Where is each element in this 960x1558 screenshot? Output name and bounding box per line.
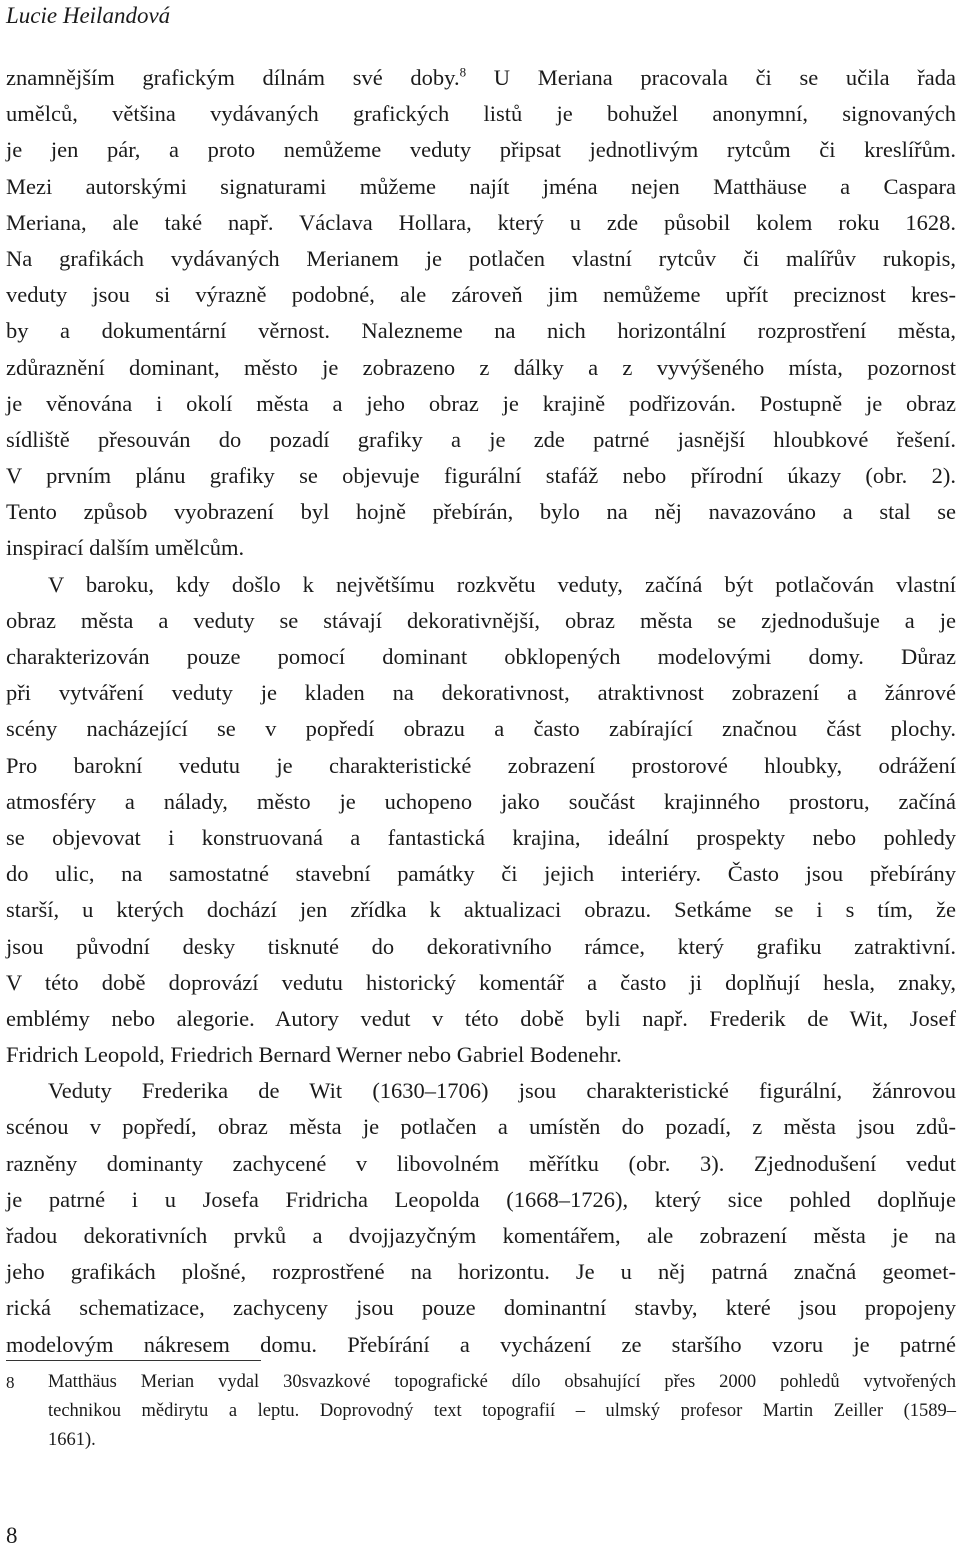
footnote-line: technikou mědirytu a leptu. Doprovodný text topografií – ulmský profesor Martin Zeiller (1589– <box>48 1401 956 1421</box>
body-line: sídliště přesouván do pozadí grafiky a je zde patrné jasnější hloubkové řešení. <box>6 426 956 452</box>
body-line: umělců, většina vydávaných grafických listů je bohužel anonymní, signovaných <box>6 101 956 127</box>
body-line-text: znamnějším grafickým dílnám své doby. <box>6 65 460 90</box>
body-line: scény nacházející se v popředí obrazu a často zabírající značnou část plochy. <box>6 716 956 742</box>
body-line: zdůraznění dominant, město je zobrazeno z dálky a z vyvýšeného místa, pozornost <box>6 354 956 380</box>
footnote-line: Matthäus Merian vydal 30svazkové topografické dílo obsahující přes 2000 pohledů vytvořených <box>48 1372 956 1392</box>
body-line <box>6 60 956 96</box>
body-line: řadou dekorativních prvků a dvojjazyčným komentářem, ale zobrazení města je na <box>6 1223 956 1248</box>
body-line: Tento způsob vyobrazení byl hojně přebírán, bylo na něj navazováno a stal se <box>6 499 956 525</box>
body-line: Meriana, ale také např. Václava Hollara, který u zde působil kolem roku 1628. <box>6 209 956 235</box>
body-text <box>6 60 956 1363</box>
body-line: veduty jsou si výrazně podobné, ale zároveň jim nemůžeme upřít preciznost kres- <box>6 282 956 308</box>
body-line-last: inspirací dalším umělcům. <box>6 535 245 561</box>
body-line: je patrné i u Josefa Fridricha Leopolda (1668–1726), který sice pohled doplňuje <box>6 1186 956 1212</box>
body-line: starší, u kterých dochází jen zřídka k aktualizaci obrazu. Setkáme se i s tím, že <box>6 897 956 923</box>
body-line: při vytváření veduty je kladen na dekorativnost, atraktivnost zobrazení a žánrové <box>6 680 956 706</box>
body-line: obraz města a veduty se stávají dekorativnější, obraz města se zjednodušuje a je <box>6 607 956 633</box>
body-line: do ulic, na samostatné stavební památky či jejich interiéry. Často jsou přebírány <box>6 861 956 887</box>
body-line: jeho grafikách plošné, rozprostřené na horizontu. Je u něj patrná značná geomet- <box>6 1259 956 1285</box>
body-line: scénou v popředí, obraz města je potlačen a umístěn do pozadí, z města jsou zdů- <box>6 1114 956 1140</box>
body-line: jsou původní desky tisknuté do dekorativního rámce, který grafiku zatraktivní. <box>6 933 956 959</box>
page-number: 8 <box>6 1523 18 1548</box>
body-line: by a dokumentární věrnost. Nalezneme na nich horizontální rozprostření města, <box>6 318 956 344</box>
body-line-text: U Meriana pracovala či se učila řada <box>493 65 957 90</box>
running-header-author: Lucie Heilandová <box>6 3 171 28</box>
body-line: modelovým nákresem domu. Přebírání a vycházení ze staršího vzoru je patrné <box>6 1331 956 1357</box>
body-line: razněny dominanty zachycené v libovolném měřítku (obr. 3). Zjednodušení vedut <box>6 1150 956 1176</box>
body-line: charakterizován pouze pomocí dominant obklopených modelovými domy. Důraz <box>6 644 956 669</box>
paragraph-start: Veduty Frederika de Wit (1630–1706) jsou charakteristické figurální, žánrovou <box>48 1078 956 1104</box>
body-line: je věnována i okolí města a jeho obraz je krajině podřizován. Postupně je obraz <box>6 390 956 416</box>
body-line: se objevovat i konstruovaná a fantastická krajina, ideální prospekty nebo pohledy <box>6 824 956 850</box>
body-line: Mezi autorskými signaturami můžeme najít jména nejen Matthäuse a Caspara <box>6 173 956 199</box>
body-line: V této době doprovází vedutu historický komentář a často ji doplňují hesla, znaky, <box>6 969 956 995</box>
paragraph-start: V baroku, kdy došlo k největšímu rozkvětu veduty, začíná být potlačován vlastní <box>48 571 956 597</box>
body-line: je jen pár, a proto nemůžeme veduty připsat jednotlivým rytcům či kreslířům. <box>6 137 956 163</box>
body-line: emblémy nebo alegorie. Autory vedut v této době byli např. Frederik de Wit, Josef <box>6 1005 956 1031</box>
body-line-last: Fridrich Leopold, Friedrich Bernard Werner nebo Gabriel Bodenehr. <box>6 1042 622 1068</box>
footnote-reference: 8 <box>459 64 467 80</box>
body-line: Pro barokní vedutu je charakteristické zobrazení prostorové hloubky, odrážení <box>6 752 956 778</box>
footnote-text <box>48 1368 956 1455</box>
footnote <box>6 1368 956 1455</box>
body-line: Na grafikách vydávaných Merianem je potlačen vlastní rytcův či malířův rukopis, <box>6 245 956 271</box>
footnote-number: 8 <box>6 1373 15 1392</box>
footnote-separator <box>6 1360 261 1361</box>
body-line: atmosféry a nálady, město je uchopeno jako součást krajinného prostoru, začíná <box>6 788 956 814</box>
footnote-line: 1661). <box>48 1430 96 1450</box>
body-line: rická schematizace, zachyceny jsou pouze dominantní stavby, které jsou propojeny <box>6 1295 956 1321</box>
body-line: V prvním plánu grafiky se objevuje figurální stafáž nebo přírodní úkazy (obr. 2). <box>6 463 956 489</box>
